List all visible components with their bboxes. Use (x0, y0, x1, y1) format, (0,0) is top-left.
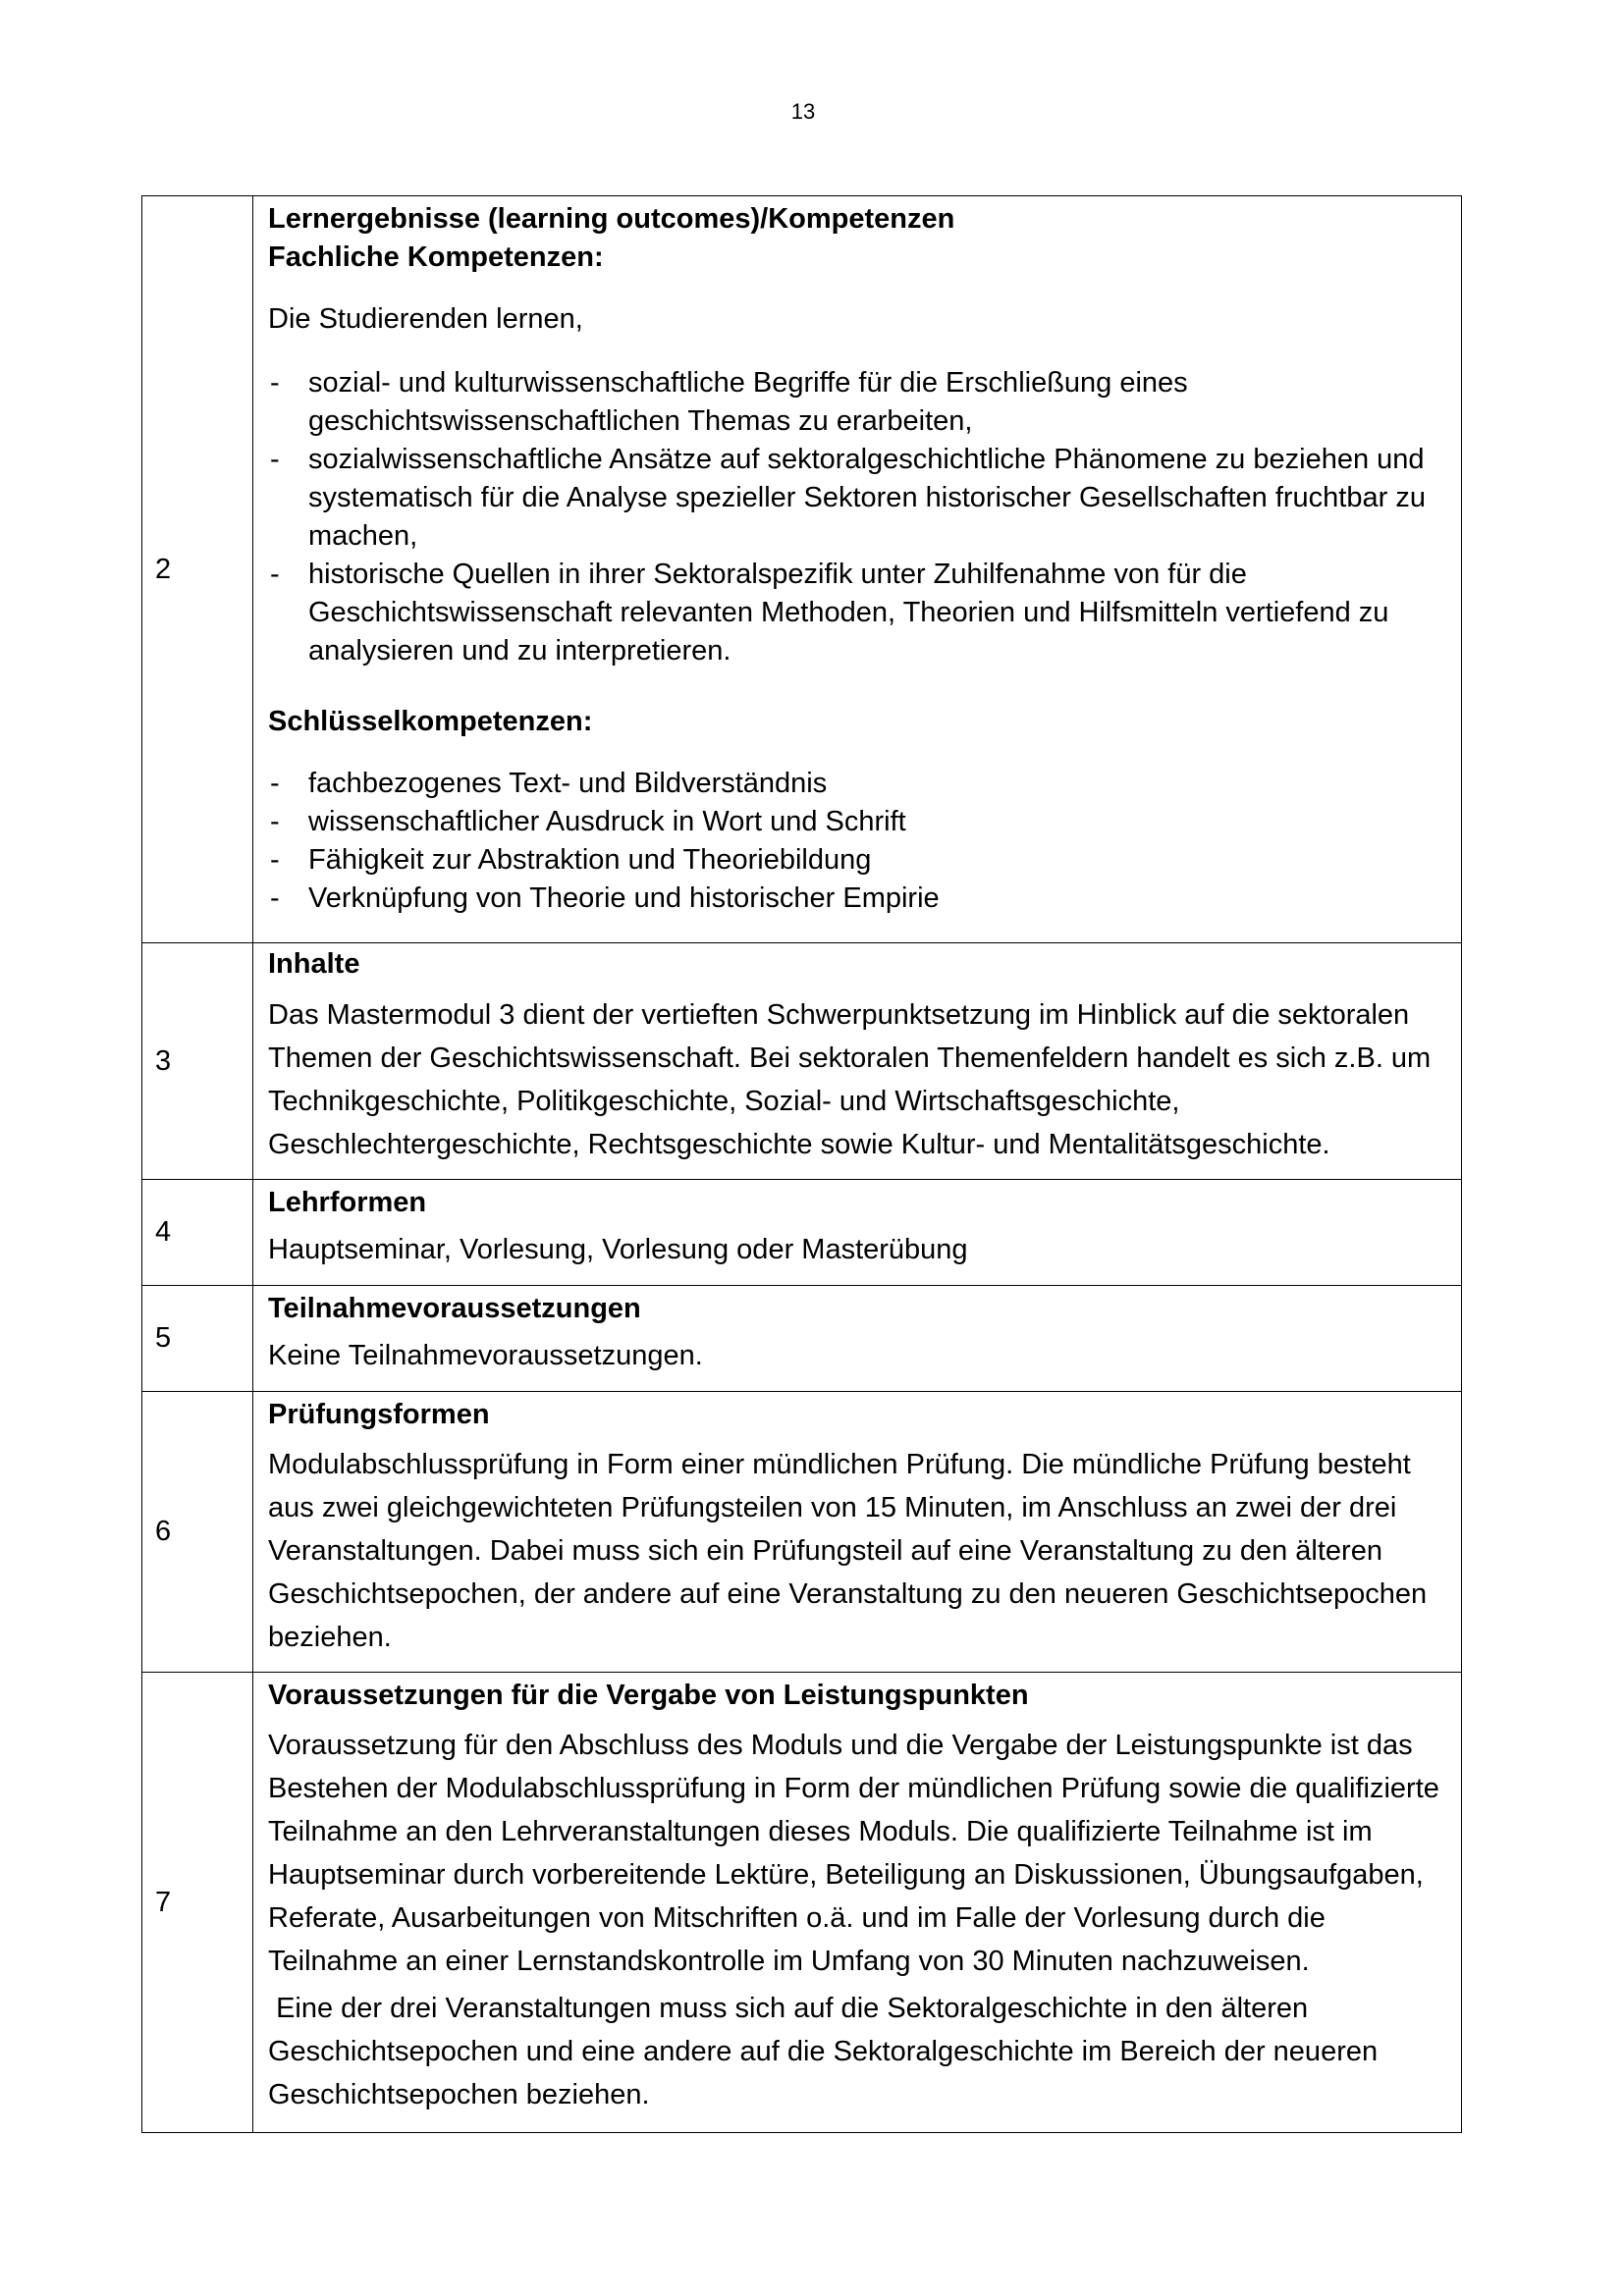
section-text: Keine Teilnahmevoraussetzungen. (268, 1340, 703, 1371)
row-content (253, 1392, 1462, 1673)
section-heading: Teilnahmevoraussetzungen (268, 1293, 641, 1324)
section-heading: Inhalte (268, 948, 360, 980)
section-text: Voraussetzung für den Abschluss des Moduls und die Vergabe der Leistungspunkte ist das Bestehen der Modulabschlussprüfung in Form der mündlichen Prüfung sowie die qualifizierte Teilnahme an den Lehrveranstaltungen dieses Moduls. Die qualifizierte Teilnahme ist im Hauptseminar durch vorbereitende Lektüre, Beteiligung an Diskussionen, Übungsaufgaben, Referate, Ausarbeitungen von Mitschriften o.ä. und im Falle der Vorlesung durch die Teilnahme an einer Lernstandskontrolle im Umfang von 30 Minuten nachzuweisen. (268, 1730, 1439, 1977)
row-number: 7 (142, 1673, 253, 2133)
section-heading: Prüfungsformen (268, 1399, 490, 1430)
section-heading: Voraussetzungen für die Vergabe von Leistungspunkten (268, 1680, 1029, 1711)
key-competence-list (268, 765, 1447, 918)
table-row-4 (142, 1180, 1462, 1286)
table-row-2 (142, 196, 1462, 943)
row-content (253, 1286, 1462, 1392)
section-text: Hauptseminar, Vorlesung, Vorlesung oder Masterübung (268, 1234, 968, 1265)
section-text: Eine der drei Veranstaltungen muss sich auf die Sektoralgeschichte in den älteren Geschichtsepochen und eine andere auf die Sektoralgeschichte im Bereich der neueren Geschichtsepochen beziehen. (268, 1993, 1386, 2110)
row-number: 4 (142, 1180, 253, 1286)
list-item: - sozialwissenschaftliche Ansätze auf sektoralgeschichtliche Phänomene zu beziehen und systematisch für die Analyse spezieller Sektoren historischer Gesellschaften fruchtbar zu machen, (268, 441, 1447, 556)
list-item: - Verknüpfung von Theorie und historischer Empirie (268, 880, 1447, 918)
section-text: Modulabschlussprüfung in Form einer mündlichen Prüfung. Die mündliche Prüfung besteht aus zwei gleichgewichteten Prüfungsteilen von 15 Minuten, im Anschluss an zwei der drei Veranstaltungen. Dabei muss sich ein Prüfungsteil auf eine Veranstaltung zu den älteren Geschichtsepochen, der andere auf eine Veranstaltung zu den neueren Geschichtsepochen beziehen. (268, 1449, 1428, 1653)
section-text: Das Mastermodul 3 dient der vertieften Schwerpunktsetzung im Hinblick auf die sektoralen Themen der Geschichtswissenschaft. Bei sektoralen Themenfeldern handelt es sich z.B. um Technikgeschichte, Politikgeschichte, Sozial- und Wirtschaftsgeschichte, Geschlechtergeschichte, Rechtsgeschichte sowie Kultur- und Mentalitätsgeschichte. (268, 999, 1432, 1160)
row-number: 5 (142, 1286, 253, 1392)
table-row-3 (142, 943, 1462, 1180)
section-heading: Lehrformen (268, 1187, 427, 1218)
section-subheading: Fachliche Kompetenzen: (268, 241, 604, 273)
table-row-5 (142, 1286, 1462, 1392)
key-competences-heading: Schlüsselkompetenzen: (268, 706, 593, 737)
row-number: 2 (142, 196, 253, 943)
row-number: 6 (142, 1392, 253, 1673)
list-item: - fachbezogenes Text- und Bildverständnis (268, 765, 1447, 803)
competence-list (268, 364, 1447, 670)
section-intro: Die Studierenden lernen, (268, 303, 583, 335)
list-item: - wissenschaftlicher Ausdruck in Wort und Schrift (268, 803, 1447, 841)
section-heading: Lernergebnisse (learning outcomes)/Kompetenzen (268, 203, 955, 235)
list-item: - sozial- und kulturwissenschaftliche Begriffe für die Erschließung eines geschichtswissenschaftlichen Themas zu erarbeiten, (268, 364, 1447, 441)
row-content (253, 1673, 1462, 2133)
table-row-6 (142, 1392, 1462, 1673)
list-item: - historische Quellen in ihrer Sektoralspezifik unter Zuhilfenahme von für die Geschichtswissenschaft relevanten Methoden, Theorien und Hilfsmitteln vertiefend zu analysieren und zu interpretieren. (268, 556, 1447, 670)
table-row-7 (142, 1673, 1462, 2133)
row-content (253, 1180, 1462, 1286)
row-content (253, 943, 1462, 1180)
list-item: - Fähigkeit zur Abstraktion und Theoriebildung (268, 841, 1447, 880)
module-description-table (141, 195, 1462, 2133)
row-number: 3 (142, 943, 253, 1180)
page-number: 13 (790, 99, 816, 124)
row-content (253, 196, 1462, 943)
